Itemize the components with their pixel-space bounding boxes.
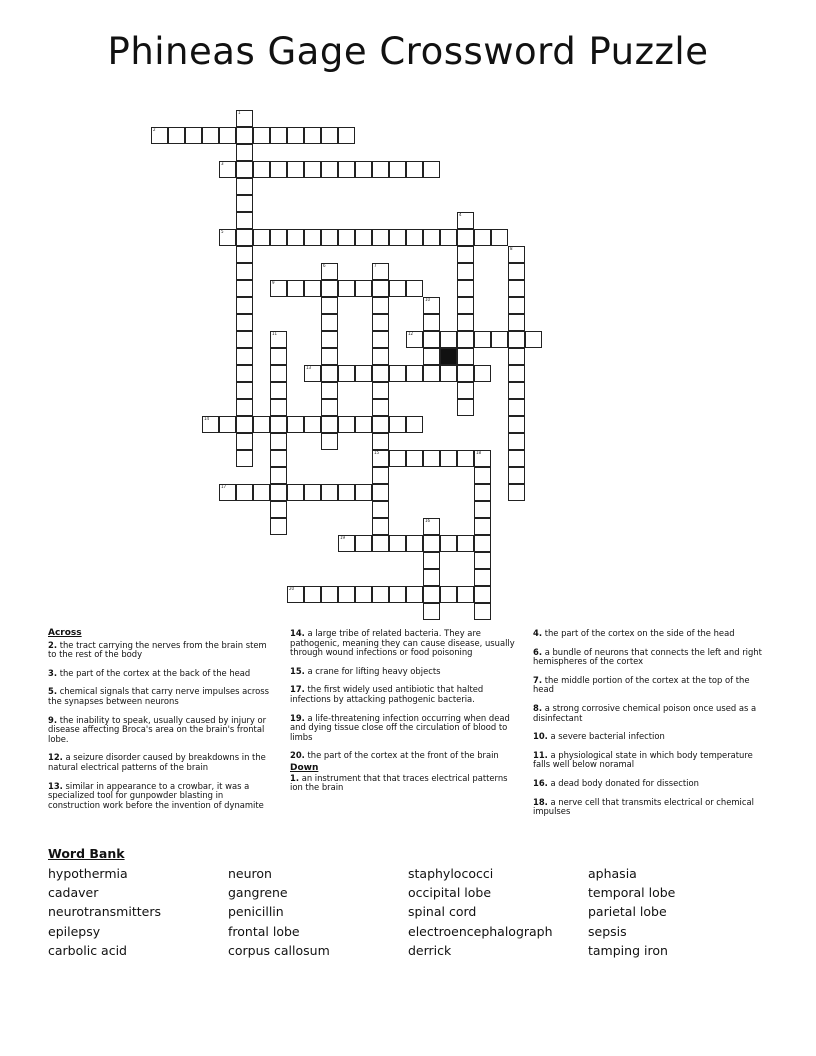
crossword-cell[interactable] [372,297,389,314]
cell-number: 17 [221,484,227,489]
cell-number: 16 [425,518,431,523]
crossword-cell[interactable] [236,280,253,297]
crossword-cell[interactable] [508,246,525,263]
clue-across-20: 20. the part of the cortex at the front of the brain [290,750,499,761]
crossword-cell[interactable] [508,280,525,297]
clue-down-16: 16. a dead body donated for dissection [533,777,699,788]
crossword-cell[interactable] [236,433,253,450]
crossword-cell[interactable] [474,365,491,382]
crossword-cell[interactable] [219,484,236,501]
crossword-cell[interactable] [270,450,287,467]
crossword-cell[interactable] [508,416,525,433]
cell-number: 7 [374,263,377,268]
clue-column-3 [533,629,771,826]
clue-down-7: 7. the middle portion of the cortex at the top of the head [533,674,750,695]
crossword-cell[interactable] [474,229,491,246]
crossword-cell[interactable] [219,127,236,144]
crossword-cell[interactable] [321,280,338,297]
clue-down-8: 8. a strong corrosive chemical poison once used as a disinfectant [533,702,757,723]
crossword-cell[interactable] [457,399,474,416]
crossword-cell[interactable] [270,331,287,348]
crossword-cell[interactable] [423,603,440,620]
crossword-cell[interactable] [236,399,253,416]
crossword-cell[interactable] [457,450,474,467]
crossword-cell[interactable] [372,314,389,331]
clue-column-2 [290,629,522,802]
clue-down-1: 1. an instrument that that traces electrical patterns ion the brain [290,772,508,793]
crossword-cell[interactable] [457,382,474,399]
crossword-cell[interactable] [525,331,542,348]
cell-number: 1 [238,110,241,115]
word-bank-item: sepsis [588,923,627,939]
crossword-cell[interactable] [457,348,474,365]
crossword-cell[interactable] [508,314,525,331]
crossword-cell[interactable] [474,603,491,620]
crossword-cell[interactable] [338,535,355,552]
crossword-cell[interactable] [372,501,389,518]
crossword-cell[interactable] [321,365,338,382]
crossword-cell[interactable] [372,348,389,365]
word-bank-item: corpus callosum [228,942,330,958]
crossword-cell[interactable] [508,450,525,467]
crossword-cell[interactable] [372,365,389,382]
crossword-cell[interactable] [406,365,423,382]
crossword-cell[interactable] [491,229,508,246]
cell-number: 12 [408,331,414,336]
crossword-cell[interactable] [406,586,423,603]
clue-across-14: 14. a large tribe of related bacteria. They are pathogenic, meaning they can cause disease, usually through wound infections or food poisoning [290,628,515,658]
crossword-cell[interactable] [236,416,253,433]
crossword-cell[interactable] [202,416,219,433]
cell-number: 14 [204,416,210,421]
crossword-cell[interactable] [474,552,491,569]
crossword-cell[interactable] [287,484,304,501]
word-bank-column-3 [408,864,553,960]
crossword-cell[interactable] [270,348,287,365]
crossword-cell[interactable] [372,280,389,297]
crossword-cell[interactable] [457,331,474,348]
crossword-cell[interactable] [270,467,287,484]
crossword-cell[interactable] [304,280,321,297]
crossword-cell[interactable] [372,399,389,416]
crossword-cell[interactable] [321,127,338,144]
cell-number: 11 [272,331,278,336]
word-bank-item: occipital lobe [408,885,492,901]
word-bank-item: cadaver [48,885,99,901]
crossword-cell[interactable] [338,161,355,178]
clue-down-6: 6. a bundle of neurons that connects the left and right hemispheres of the cortex [533,646,762,667]
crossword-cell[interactable] [389,229,406,246]
crossword-cell[interactable] [321,161,338,178]
word-bank-item: neurotransmitters [48,904,161,920]
crossword-cell[interactable] [372,331,389,348]
clue-across-3: 3. the part of the cortex at the back of the head [48,667,251,678]
word-bank-heading: Word Bank [48,846,125,861]
crossword-cell[interactable] [236,382,253,399]
word-bank-column-1 [48,864,161,960]
word-bank-item: frontal lobe [228,923,300,939]
word-bank-item: electroencephalograph [408,923,553,939]
crossword-cell[interactable] [270,501,287,518]
crossword-cell[interactable] [423,586,440,603]
word-bank-item: aphasia [588,866,637,881]
crossword-cell[interactable] [270,161,287,178]
crossword-cell[interactable] [321,263,338,280]
crossword-cell[interactable] [423,229,440,246]
crossword-cell[interactable] [253,416,270,433]
cell-number: 4 [459,212,462,217]
crossword-cell[interactable] [440,331,457,348]
crossword-cell[interactable] [236,348,253,365]
crossword-cell[interactable] [236,263,253,280]
crossword-cell[interactable] [423,518,440,535]
crossword-cell[interactable] [372,535,389,552]
crossword-cell[interactable] [372,518,389,535]
crossword-cell[interactable] [389,416,406,433]
crossword-cell[interactable] [457,263,474,280]
crossword-cell[interactable] [270,433,287,450]
crossword-cell[interactable] [457,280,474,297]
crossword-cell[interactable] [287,416,304,433]
down-heading: Down [290,762,319,773]
crossword-cell[interactable] [270,518,287,535]
crossword-cell[interactable] [236,178,253,195]
crossword-cell[interactable] [236,450,253,467]
crossword-cell[interactable] [253,484,270,501]
crossword-cell[interactable] [423,331,440,348]
crossword-cell[interactable] [236,246,253,263]
word-bank-item: spinal cord [408,904,477,920]
word-bank-item: carbolic acid [48,942,127,958]
crossword-cell[interactable] [474,484,491,501]
clue-across-13: 13. similar in appearance to a crowbar, it was a specialized tool for gunpowder blasting in construction work before the invention of dynamite [48,780,264,810]
crossword-cell[interactable] [321,229,338,246]
word-bank-item: epilepsy [48,923,101,939]
crossword-cell[interactable] [338,280,355,297]
crossword-cell[interactable] [423,314,440,331]
crossword-cell[interactable] [338,365,355,382]
word-bank-column-4 [588,864,675,960]
crossword-cell[interactable] [287,127,304,144]
crossword-cell[interactable] [236,161,253,178]
crossword-cell[interactable] [338,416,355,433]
clue-across-12: 12. a seizure disorder caused by breakdowns in the natural electrical patterns of the brain [48,752,266,772]
crossword-cell[interactable] [321,314,338,331]
crossword-cell[interactable] [406,416,423,433]
crossword-cell[interactable] [372,433,389,450]
across-heading: Across [48,628,82,638]
crossword-cell[interactable] [236,127,253,144]
crossword-cell[interactable] [236,110,253,127]
crossword-cell[interactable] [253,161,270,178]
crossword-cell[interactable] [457,212,474,229]
cell-number: 5 [221,229,224,234]
crossword-cell[interactable] [406,331,423,348]
clue-column-1 [48,629,274,819]
word-bank-item: neuron [228,866,272,881]
cell-number: 2 [153,127,156,132]
cell-number: 15 [374,450,380,455]
crossword-cell[interactable] [321,297,338,314]
crossword-cell[interactable] [355,161,372,178]
crossword-cell[interactable] [253,127,270,144]
crossword-cell[interactable] [474,450,491,467]
crossword-cell[interactable] [372,382,389,399]
crossword-cell[interactable] [355,229,372,246]
crossword-cell[interactable] [338,484,355,501]
cell-number: 8 [510,246,513,251]
crossword-cell[interactable] [270,484,287,501]
crossword-cell[interactable] [304,229,321,246]
crossword-cell[interactable] [321,399,338,416]
crossword-cell[interactable] [491,331,508,348]
crossword-cell[interactable] [270,127,287,144]
crossword-cell[interactable] [355,484,372,501]
crossword-cell[interactable] [508,331,525,348]
crossword-cell[interactable] [372,484,389,501]
crossword-cell[interactable] [508,263,525,280]
crossword-cell[interactable] [202,127,219,144]
crossword-cell[interactable] [321,331,338,348]
crossword-cell[interactable] [253,229,270,246]
crossword-cell[interactable] [236,484,253,501]
word-bank-item: gangrene [228,885,288,901]
crossword-cell[interactable] [236,365,253,382]
crossword-cell[interactable] [151,127,168,144]
crossword-cell[interactable] [508,467,525,484]
crossword-cell[interactable] [508,365,525,382]
crossword-cell[interactable] [406,450,423,467]
crossword-cell[interactable] [457,246,474,263]
word-bank-item: temporal lobe [588,885,676,901]
crossword-cell[interactable] [406,280,423,297]
crossword-cell[interactable] [304,416,321,433]
crossword-cell[interactable] [321,433,338,450]
crossword-cell[interactable] [338,127,355,144]
cell-number: 13 [306,365,312,370]
crossword-cell[interactable] [406,229,423,246]
clue-down-18: 18. a nerve cell that transmits electrical or chemical impulses [533,796,754,817]
crossword-cell[interactable] [406,535,423,552]
crossword-cell[interactable] [457,535,474,552]
crossword-cell[interactable] [406,161,423,178]
crossword-cell[interactable] [372,263,389,280]
cell-number: 19 [340,535,346,540]
crossword-cell[interactable] [270,229,287,246]
crossword-cell[interactable] [440,535,457,552]
crossword-cell[interactable] [338,586,355,603]
crossword-cell[interactable] [508,399,525,416]
crossword-cell[interactable] [423,365,440,382]
crossword-cell[interactable] [474,467,491,484]
word-bank-column-2 [228,864,330,960]
crossword-cell[interactable] [355,535,372,552]
crossword-cell[interactable] [372,416,389,433]
cell-number: 20 [289,586,295,591]
crossword-cell[interactable] [457,229,474,246]
cell-number: 9 [272,280,275,285]
crossword-cell[interactable] [270,416,287,433]
crossword-cell[interactable] [372,161,389,178]
crossword-cell[interactable] [219,416,236,433]
crossword-cell[interactable] [440,586,457,603]
word-bank-item: hypothermia [48,866,128,881]
crossword-cell[interactable] [474,535,491,552]
crossword-cell[interactable] [423,552,440,569]
cell-number: 3 [221,161,224,166]
crossword-cell[interactable] [474,331,491,348]
crossword-cell[interactable] [423,569,440,586]
crossword-cell[interactable] [389,586,406,603]
page-title: Phineas Gage Crossword Puzzle [107,30,709,73]
crossword-cell[interactable] [355,586,372,603]
crossword-cell[interactable] [270,280,287,297]
crossword-cell[interactable] [457,365,474,382]
crossword-cell[interactable] [474,569,491,586]
crossword-cell[interactable] [287,229,304,246]
crossword-cell[interactable] [168,127,185,144]
clue-across-19: 19. a life-threatening infection occurring when dead and dying tissue close off the circulation of blood to limbs [290,712,510,742]
cell-number: 18 [476,450,482,455]
crossword-cell[interactable] [355,416,372,433]
crossword-cell[interactable] [287,280,304,297]
clue-across-9: 9. the inability to speak, usually caused by injury or disease affecting Broca's area on the brain's frontal lobe. [48,714,267,744]
crossword-cell[interactable] [304,586,321,603]
crossword-cell[interactable] [372,586,389,603]
clue-across-17: 17. the first widely used antibiotic that halted infections by attacking pathogenic bacteria. [290,684,484,704]
clue-down-10: 10. a severe bacterial infection [533,731,665,742]
crossword-cell[interactable] [304,161,321,178]
crossword-cell[interactable] [508,382,525,399]
crossword-cell[interactable] [304,484,321,501]
crossword-cell[interactable] [372,229,389,246]
crossword-cell[interactable] [236,229,253,246]
cell-number: 6 [323,263,326,268]
crossword-cell[interactable] [423,297,440,314]
crossword-cell[interactable] [423,535,440,552]
word-bank-item: penicillin [228,904,284,920]
crossword-cell[interactable] [304,127,321,144]
word-bank-item: tamping iron [588,942,668,958]
crossword-cell[interactable] [389,280,406,297]
crossword-cell[interactable] [236,212,253,229]
crossword-cell[interactable] [270,365,287,382]
crossword-cell[interactable] [423,161,440,178]
clue-down-4: 4. the part of the cortex on the side of the head [533,628,735,638]
crossword-cell[interactable] [508,348,525,365]
crossword-cell[interactable] [372,467,389,484]
crossword-cell[interactable] [236,297,253,314]
crossword-cell[interactable] [474,586,491,603]
crossword-cell[interactable] [440,365,457,382]
crossword-cell[interactable] [287,161,304,178]
crossword-cell[interactable] [440,450,457,467]
word-bank-item: staphylococci [408,866,494,881]
crossword-cell[interactable] [236,144,253,161]
crossword-cell[interactable] [440,229,457,246]
crossword-cell[interactable] [508,484,525,501]
crossword-cell[interactable] [219,229,236,246]
black-cell [440,348,457,365]
crossword-cell[interactable] [236,314,253,331]
crossword-cell[interactable] [338,229,355,246]
clue-across-5: 5. chemical signals that carry nerve impulses across the synapses between neurons [48,686,270,706]
crossword-cell[interactable] [457,314,474,331]
crossword-cell[interactable] [236,331,253,348]
crossword-cell[interactable] [508,297,525,314]
crossword-cell[interactable] [219,161,236,178]
crossword-cell[interactable] [270,382,287,399]
crossword-cell[interactable] [508,433,525,450]
crossword-cell[interactable] [474,518,491,535]
crossword-cell[interactable] [457,586,474,603]
crossword-cell[interactable] [321,484,338,501]
crossword-cell[interactable] [321,416,338,433]
crossword-cell[interactable] [287,586,304,603]
clue-across-2: 2. the tract carrying the nerves from the brain stem to the rest of the body [48,639,267,660]
crossword-cell[interactable] [389,450,406,467]
clue-across-15: 15. a crane for lifting heavy objects [290,665,441,676]
cell-number: 10 [425,297,431,302]
clue-down-11: 11. a physiological state in which body temperature falls well below noramal [533,749,753,770]
crossword-cell[interactable] [185,127,202,144]
crossword-cell[interactable] [372,450,389,467]
crossword-cell[interactable] [474,501,491,518]
crossword-cell[interactable] [321,348,338,365]
crossword-cell[interactable] [389,535,406,552]
crossword-cell[interactable] [355,365,372,382]
crossword-cell[interactable] [389,365,406,382]
crossword-cell[interactable] [389,161,406,178]
crossword-cell[interactable] [321,382,338,399]
crossword-cell[interactable] [270,399,287,416]
crossword-cell[interactable] [355,280,372,297]
crossword-cell[interactable] [304,365,321,382]
crossword-cell[interactable] [236,195,253,212]
crossword-cell[interactable] [321,586,338,603]
word-bank-item: parietal lobe [588,904,667,920]
crossword-cell[interactable] [457,297,474,314]
crossword-cell[interactable] [423,348,440,365]
word-bank-item: derrick [408,942,452,958]
crossword-cell[interactable] [423,450,440,467]
